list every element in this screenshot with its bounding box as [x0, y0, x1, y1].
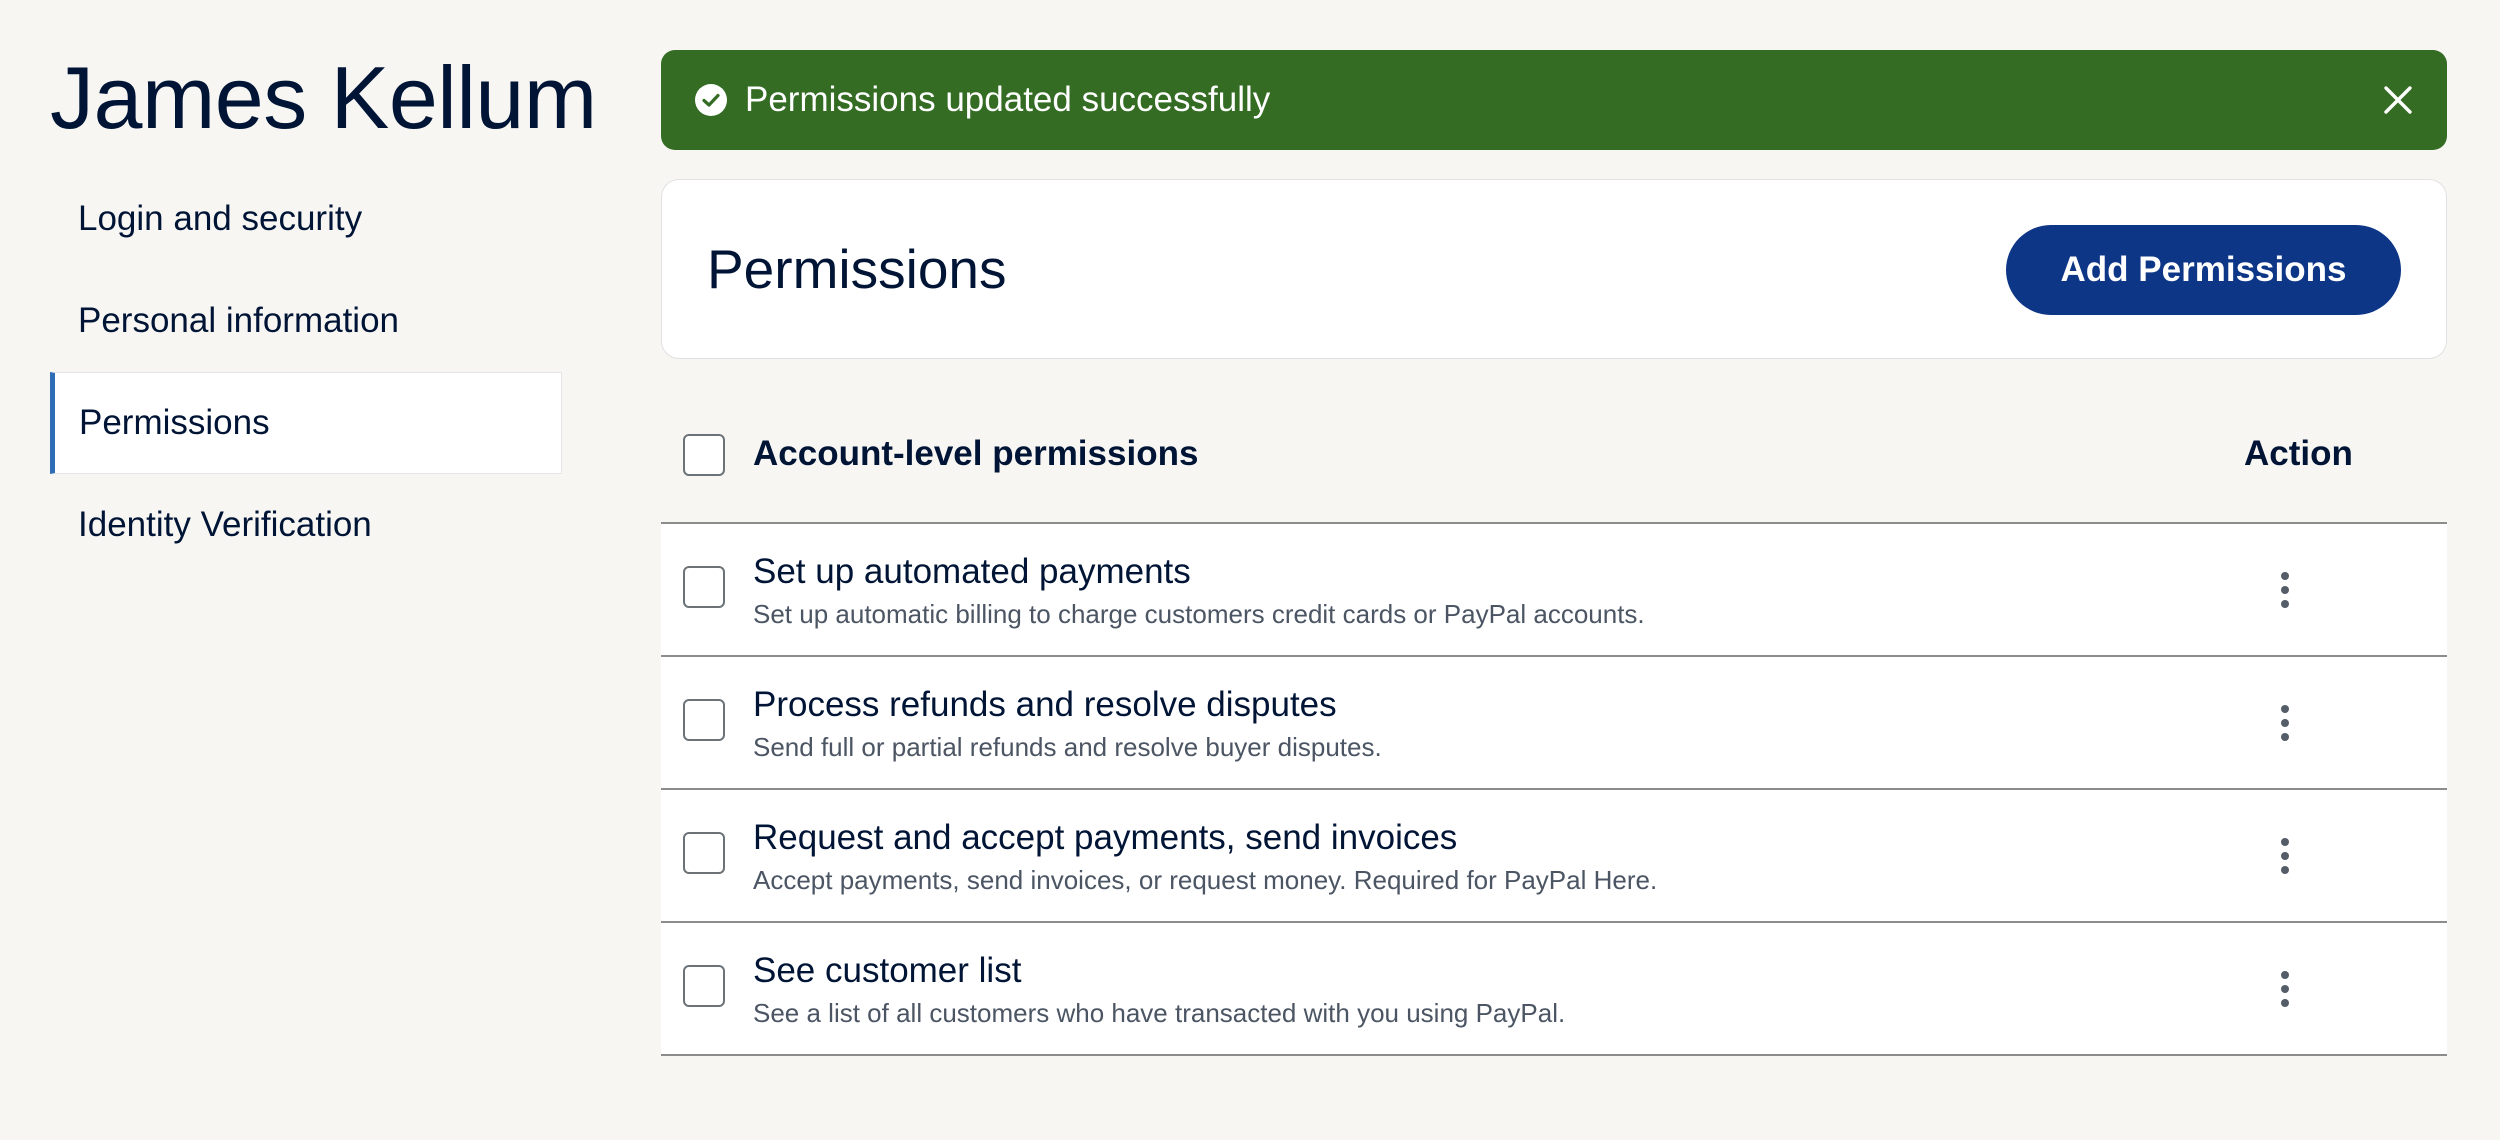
- sidebar-item-label: Permissions: [79, 403, 270, 442]
- sidebar-item-permissions[interactable]: [50, 372, 562, 474]
- row-checkbox[interactable]: [683, 699, 725, 741]
- sidebar-nav: [50, 168, 562, 576]
- permission-description: Send full or partial refunds and resolve buyer disputes.: [753, 732, 1382, 762]
- sidebar-item-identity-verification[interactable]: [50, 474, 562, 576]
- permissions-table: [661, 410, 2447, 1056]
- permission-title: Request and accept payments, send invoices: [753, 818, 1458, 857]
- permission-description: Set up automatic billing to charge customers credit cards or PayPal accounts.: [753, 599, 1645, 629]
- permission-title: See customer list: [753, 951, 1022, 990]
- table-row: [661, 657, 2447, 790]
- toast-message: Permissions updated successfully: [745, 80, 1271, 119]
- user-name-heading: James Kellum: [50, 48, 597, 147]
- column-header-action: Action: [2244, 434, 2353, 473]
- permission-title: Set up automated payments: [753, 552, 1191, 591]
- row-checkbox[interactable]: [683, 832, 725, 874]
- success-toast: [661, 50, 2447, 150]
- more-options-icon[interactable]: [2265, 834, 2305, 878]
- table-row: [661, 923, 2447, 1056]
- check-circle-icon: [694, 83, 728, 117]
- sidebar-item-label: Login and security: [78, 199, 363, 238]
- more-options-icon[interactable]: [2265, 967, 2305, 1011]
- select-all-checkbox[interactable]: [683, 434, 725, 476]
- sidebar-item-label: Personal information: [78, 301, 399, 340]
- more-options-icon[interactable]: [2265, 701, 2305, 745]
- permissions-card: [661, 179, 2447, 359]
- page-title: Permissions: [707, 238, 1007, 300]
- sidebar-item-label: Identity Verification: [78, 505, 372, 544]
- table-row: [661, 524, 2447, 657]
- permission-title: Process refunds and resolve disputes: [753, 685, 1337, 724]
- permission-description: Accept payments, send invoices, or request money. Required for PayPal Here.: [753, 865, 1658, 895]
- row-checkbox[interactable]: [683, 566, 725, 608]
- column-header-permissions: Account-level permissions: [753, 434, 1199, 473]
- sidebar-item-login-security[interactable]: [50, 168, 562, 270]
- row-checkbox[interactable]: [683, 965, 725, 1007]
- table-header: [661, 410, 2447, 524]
- close-icon[interactable]: [2381, 83, 2415, 117]
- table-row: [661, 790, 2447, 923]
- more-options-icon[interactable]: [2265, 568, 2305, 612]
- permission-description: See a list of all customers who have transacted with you using PayPal.: [753, 998, 1566, 1028]
- add-permissions-button[interactable]: Add Permissions: [2006, 225, 2401, 315]
- sidebar-item-personal-information[interactable]: [50, 270, 562, 372]
